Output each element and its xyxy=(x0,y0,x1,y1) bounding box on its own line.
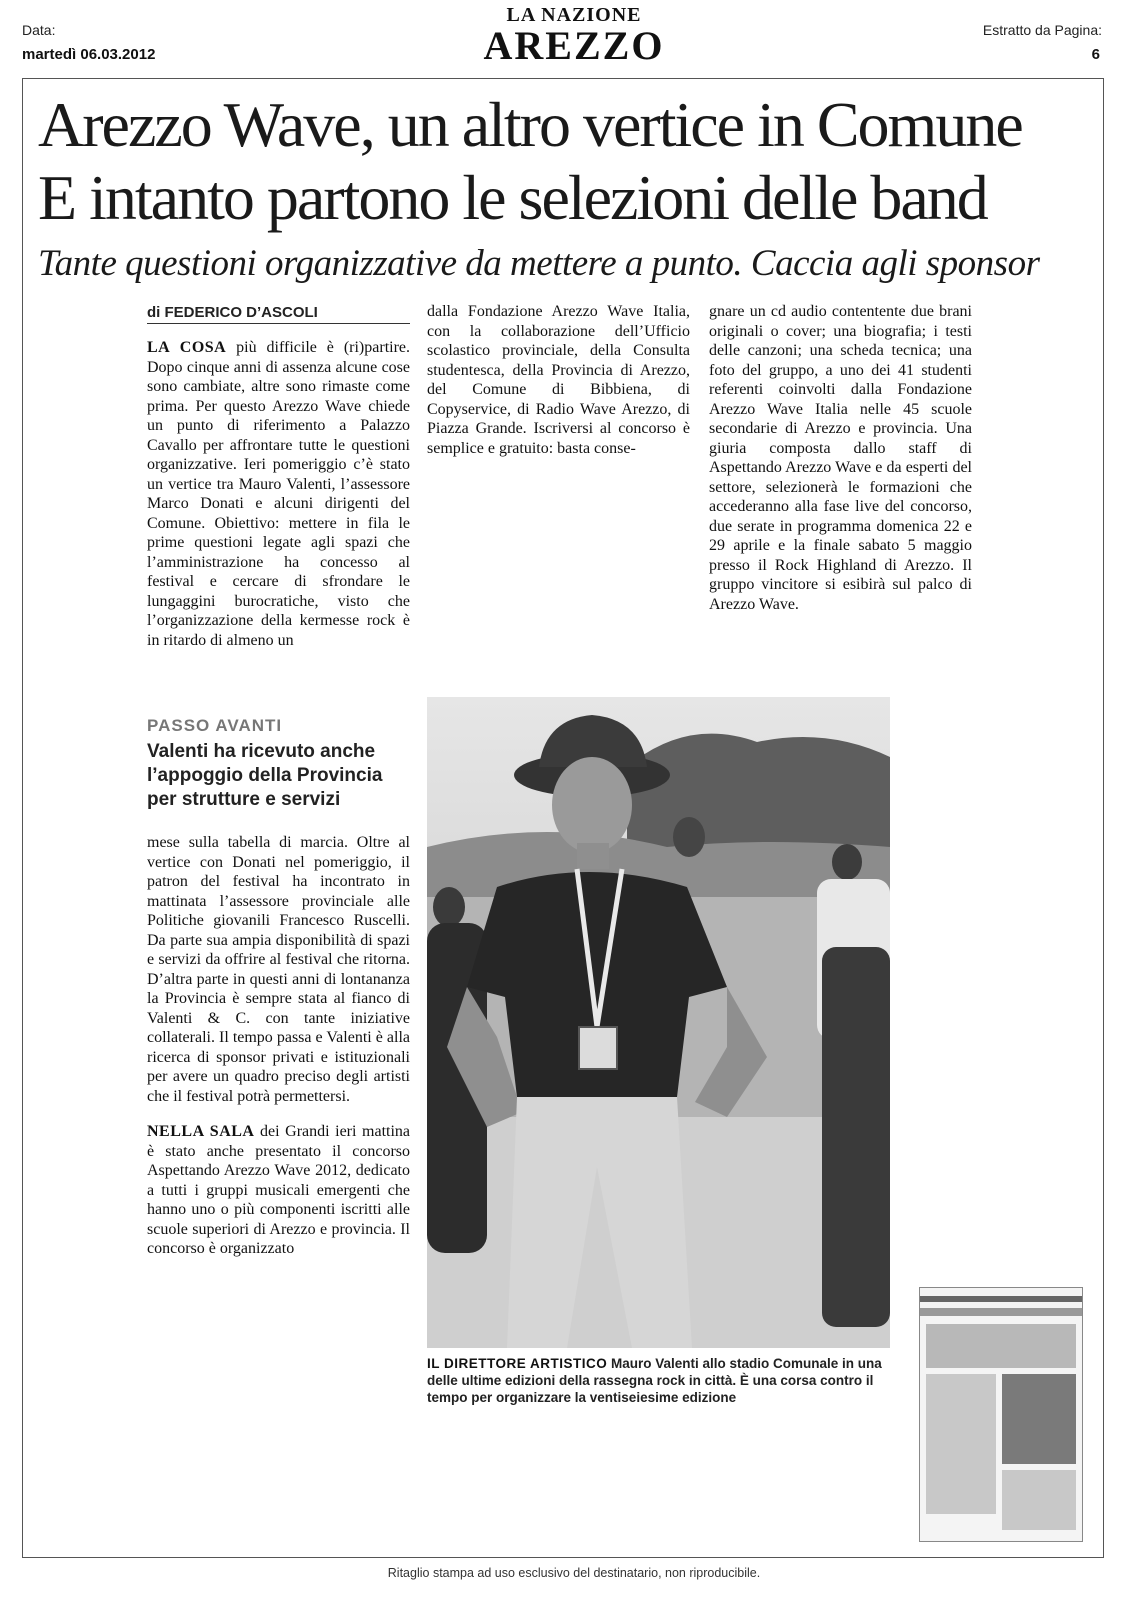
page-thumbnail xyxy=(919,1287,1083,1542)
thumbnail-text xyxy=(926,1374,996,1514)
page-number: 6 xyxy=(1091,46,1100,63)
date-value: martedì 06.03.2012 xyxy=(22,46,156,63)
paragraph-text: più difficile è (ri)partire. Dopo cinque anni di assenza alcune cose sono cambiate, altre sono rimaste come prima. Per questo Arezzo Wave chiede un punto di riferimento a Palazzo Cavallo per affrontare tutte le questioni organizzative. Ieri pomeriggio c’è stato un vertice tra Mauro Valenti, l’assessore Marco Donati e alcuni dirigenti del Comune. Obiettivo: mettere in fila le prime questioni legate agli spazi che l’amministrazione ha concesso al festival e cercare di sfrondare le lungaggini burocratiche, visto che l’organizzazione della kermesse rock è in ritardo di almeno un xyxy=(147,339,411,649)
column-1-bottom xyxy=(147,833,410,1259)
thumbnail-masthead xyxy=(920,1296,1082,1302)
headline-line-1: Arezzo Wave, un altro vertice in Comune xyxy=(38,89,1022,160)
sidebar-kicker: PASSO AVANTI xyxy=(147,716,283,735)
paragraph-text: dei Grandi ieri mattina è stato anche presentato il concorso Aspettando Arezzo Wave 2012, dedicato a tutti i gruppi musicali emergenti che hanno uno o più componenti iscritti alle scuole superiori di Arezzo e provincia. Il concorso è organizzato xyxy=(147,1123,411,1257)
thumbnail-headline xyxy=(926,1324,1076,1368)
caption-text: Mauro Valenti allo stadio Comunale in una delle ultime edizioni della rassegna rock in città. È una corsa contro il tempo per organizzare la ventiseiesime edizione xyxy=(427,1356,882,1405)
article-photo xyxy=(427,697,890,1348)
photo-illustration xyxy=(427,697,890,1348)
column-1-top xyxy=(147,338,410,650)
lead-words: LA COSA xyxy=(147,339,227,356)
photo-caption xyxy=(427,1355,887,1406)
byline: di FEDERICO D’ASCOLI xyxy=(147,304,410,324)
column-2 xyxy=(427,302,690,458)
masthead-city: AREZZO xyxy=(483,23,665,68)
paragraph-text: gnare un cd audio contentente due brani originali o cover; una biografia; i testi delle canzoni; una scheda tecnica; una foto del gruppo, a uno dei 41 studenti referenti coinvolti dalla Fondazione Arezzo Wave Italia nelle 45 scuole secondarie di Arezzo e provincia. Una giuria composta dallo staff di Aspettando Arezzo Wave e da esperti del settore, selezionerà le formazioni che accederanno alla fase live del concorso, due serate in programma domenica 22 e 29 aprile e la finale sabato 5 maggio presso il Rock Highland di Arezzo. Il gruppo vincitore si esibirà sul palco di Arezzo Wave. xyxy=(709,303,972,613)
footer-notice: Ritaglio stampa ad uso esclusivo del destinatario, non riproducibile. xyxy=(387,1566,761,1580)
paragraph-text: mese sulla tabella di marcia. Oltre al vertice con Donati nel pomeriggio, il patron del festival ha incontrato in mattinata l’assessore provinciale alle Politiche giovanili Francesco Ruscelli. Da parte sua ampia disponibilità di spazi e servizi da offrire al festival che ritorna. D’altra parte in questi anni di lontananza la Provincia è sempre stata al fianco di Valenti & C. con tante iniziative collaterali. Il tempo passa e Valenti è alla ricerca di sponsor privati e istituzionali per avere un quadro preciso degli artisti che il festival potrà permettersi. xyxy=(147,834,410,1105)
paragraph-text: dalla Fondazione Arezzo Wave Italia, con la collaborazione dell’Ufficio scolastico provinciale, della Consulta studentesca, della Provincia di Arezzo, del Comune di Bibbiena, di Copyservice, di Radio Wave Arezzo, di Piazza Grande. Iscriversi al concorso è semplice e gratuito: basta conse- xyxy=(427,303,690,457)
caption-lead: IL DIRETTORE ARTISTICO xyxy=(427,1356,608,1371)
sidebar-title: Valenti ha ricevuto anche l’appoggio della Provincia per strutture e servizi xyxy=(147,741,383,810)
headline-line-2: E intanto partono le selezioni delle band xyxy=(38,162,987,233)
date-label: Data: xyxy=(22,22,56,38)
column-3 xyxy=(709,302,972,614)
thumbnail-photo xyxy=(1002,1374,1076,1464)
page-label: Estratto da Pagina: xyxy=(982,22,1102,38)
masthead-newspaper: LA NAZIONE xyxy=(506,4,642,26)
lead-words: NELLA SALA xyxy=(147,1123,255,1140)
thumbnail-text-2 xyxy=(1002,1470,1076,1530)
thumbnail-section-title xyxy=(920,1308,1082,1316)
subheadline: Tante questioni organizzative da mettere a punto. Caccia agli sponsor xyxy=(38,243,1040,284)
